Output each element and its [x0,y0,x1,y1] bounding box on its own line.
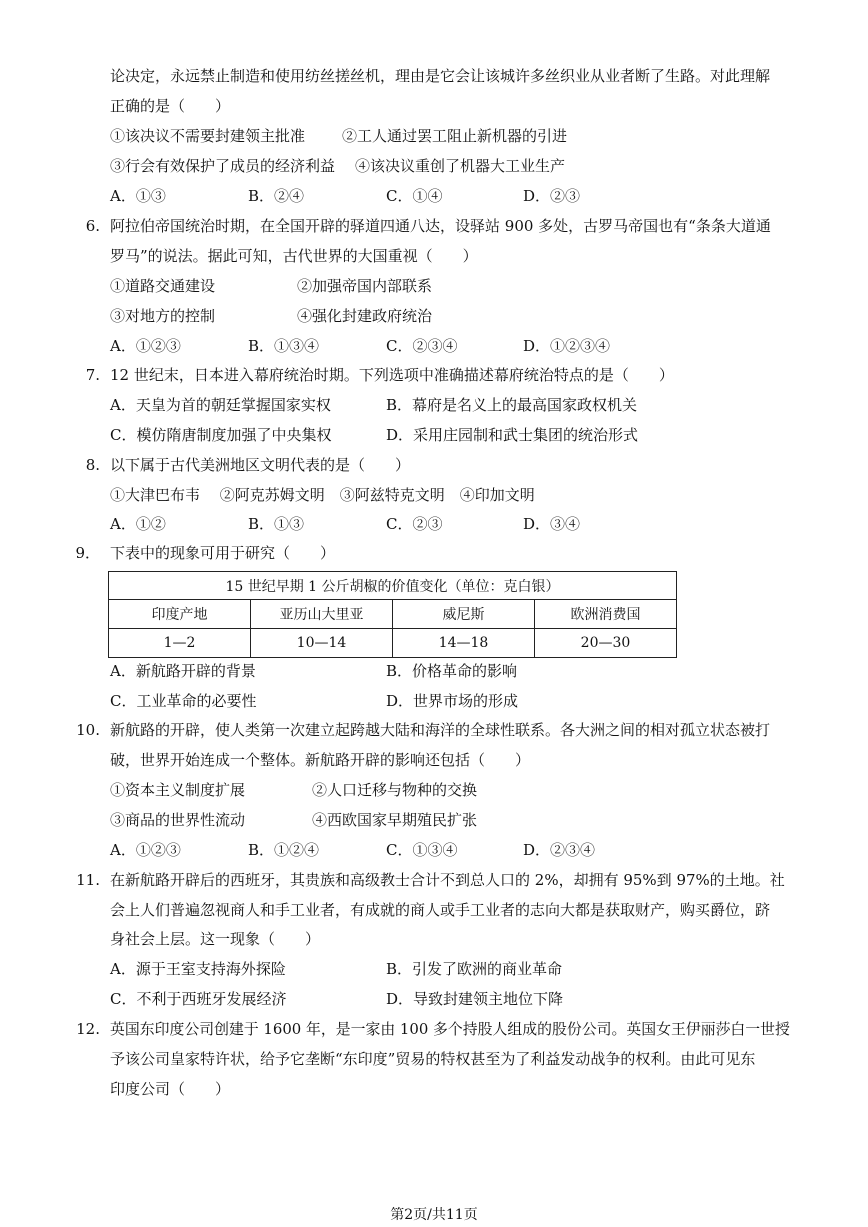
q9-stem-line1: 下表中的现象可用于研究（ ） [110,544,336,562]
q7-option-c: C．模仿隋唐制度加强了中央集权 [110,426,332,444]
q7-option-d: D．采用庄园制和武士集团的统治形式 [386,426,639,444]
q10-stem-line2: 破，世界开始连成一个整体。新航路开辟的影响还包括（ ） [110,751,531,769]
table-cell: 1—2 [109,629,251,658]
q7-stem-line1: 12 世纪末，日本进入幕府统治时期。下列选项中准确描述幕府统治特点的是（ ） [110,366,674,384]
q11-stem-line1: 在新航路开辟后的西班牙，其贵族和高级教士合计不到总人口的 2%，却拥有 95%到 97%的土地。社 [110,871,785,889]
q10-option-c: C．①③④ [386,841,458,859]
q12-number: 12. [76,1020,100,1038]
table-header-cell: 亚历山大里亚 [251,600,393,629]
q8-items: ①大津巴布韦 ②阿克苏姆文明 ③阿兹特克文明 ④印加文明 [110,486,535,504]
table-caption: 15 世纪早期 1 公斤胡椒的价值变化（单位：克白银） [109,572,677,600]
table-header-cell: 威尼斯 [393,600,535,629]
q9-option-d: D．世界市场的形成 [386,692,519,710]
q7-number: 7. [85,366,100,384]
q7-option-b: B．幕府是名义上的最高国家政权机关 [386,396,638,414]
q8-option-c: C．②③ [386,515,443,533]
q12-stem-line3: 印度公司（ ） [110,1080,231,1098]
q11-option-a: A．源于王室支持海外探险 [110,960,286,978]
q6-item-2: ②加强帝国内部联系 [297,277,433,295]
q5-stem-line1: 论决定，永远禁止制造和使用纺丝搓丝机，理由是它会让该城许多丝织业从业者断了生路。对此理解 [110,67,771,85]
q10-item-2: ②人口迁移与物种的交换 [312,781,478,799]
q10-item-3: ③商品的世界性流动 [110,811,246,829]
q12-stem-line2: 予该公司皇家特许状，给予它垄断“东印度”贸易的特权甚至为了利益发动战争的权利。由此可见东 [110,1050,756,1068]
q10-item-1: ①资本主义制度扩展 [110,781,246,799]
q6-option-c: C．②③④ [386,337,458,355]
q8-number: 8. [85,456,100,474]
q10-option-a: A．①②③ [110,841,181,859]
q11-number: 11. [76,871,100,889]
page-number: 第2页/共11页 [390,1207,478,1223]
q5-stem-line2: 正确的是（ ） [110,97,231,115]
q11-option-b: B．引发了欧洲的商业革命 [386,960,563,978]
q5-item-4: ④该决议重创了机器大工业生产 [355,157,566,175]
q5-option-b: B．②④ [248,187,305,205]
q6-stem-line1: 阿拉伯帝国统治时期，在全国开辟的驿道四通八达，设驿站 900 多处，古罗马帝国也有“条条大道通 [110,217,771,235]
q8-option-d: D．③④ [523,515,581,533]
q10-stem-line1: 新航路的开辟，使人类第一次建立起跨越大陆和海洋的全球性联系。各大洲之间的相对孤立状态被打 [110,721,771,739]
q6-stem-line2: 罗马”的说法。据此可知，古代世界的大国重视（ ） [110,247,478,265]
q9-option-b: B．价格革命的影响 [386,662,518,680]
q6-item-4: ④强化封建政府统治 [297,307,433,325]
q9-option-a: A．新航路开辟的背景 [110,662,256,680]
table-header-cell: 欧洲消费国 [535,600,677,629]
q11-option-d: D．导致封建领主地位下降 [386,990,564,1008]
q5-item-2: ②工人通过罢工阻止新机器的引进 [342,127,568,145]
table-cell: 20—30 [535,629,677,658]
q11-stem-line2: 会上人们普遍忽视商人和手工业者，有成就的商人或手工业者的志向大都是获取财产，购买爵位，跻 [110,901,771,919]
q6-item-3: ③对地方的控制 [110,307,216,325]
table-header-row [109,600,677,629]
q9-option-c: C．工业革命的必要性 [110,692,257,710]
q5-option-a: A．①③ [110,187,166,205]
table-row [109,629,677,658]
table-cell: 10—14 [251,629,393,658]
q8-option-a: A．①② [110,515,166,533]
q5-item-1: ①该决议不需要封建领主批准 [110,127,306,145]
q11-stem-line3: 身社会上层。这一现象（ ） [110,930,321,948]
q5-option-d: D．②③ [523,187,581,205]
q9-number: 9． [75,544,100,562]
q10-number: 10. [76,721,100,739]
table-cell: 14—18 [393,629,535,658]
q7-option-a: A．天皇为首的朝廷掌握国家实权 [110,396,331,414]
q10-item-4: ④西欧国家早期殖民扩张 [312,811,478,829]
q10-option-d: D．②③④ [523,841,596,859]
q6-number: 6. [85,217,100,235]
q5-option-c: C．①④ [386,187,443,205]
q11-option-c: C．不利于西班牙发展经济 [110,990,287,1008]
pepper-price-table [108,571,677,658]
table-header-cell: 印度产地 [109,600,251,629]
q6-item-1: ①道路交通建设 [110,277,216,295]
q6-option-d: D．①②③④ [523,337,611,355]
q6-option-b: B．①③④ [248,337,320,355]
q10-option-b: B．①②④ [248,841,320,859]
q8-stem-line1: 以下属于古代美洲地区文明代表的是（ ） [110,456,411,474]
q12-stem-line1: 英国东印度公司创建于 1600 年，是一家由 100 多个持股人组成的股份公司。英国女王伊丽莎白一世授 [110,1020,790,1038]
q6-option-a: A．①②③ [110,337,181,355]
q5-item-3: ③行会有效保护了成员的经济利益 [110,157,336,175]
q8-option-b: B．①③ [248,515,305,533]
